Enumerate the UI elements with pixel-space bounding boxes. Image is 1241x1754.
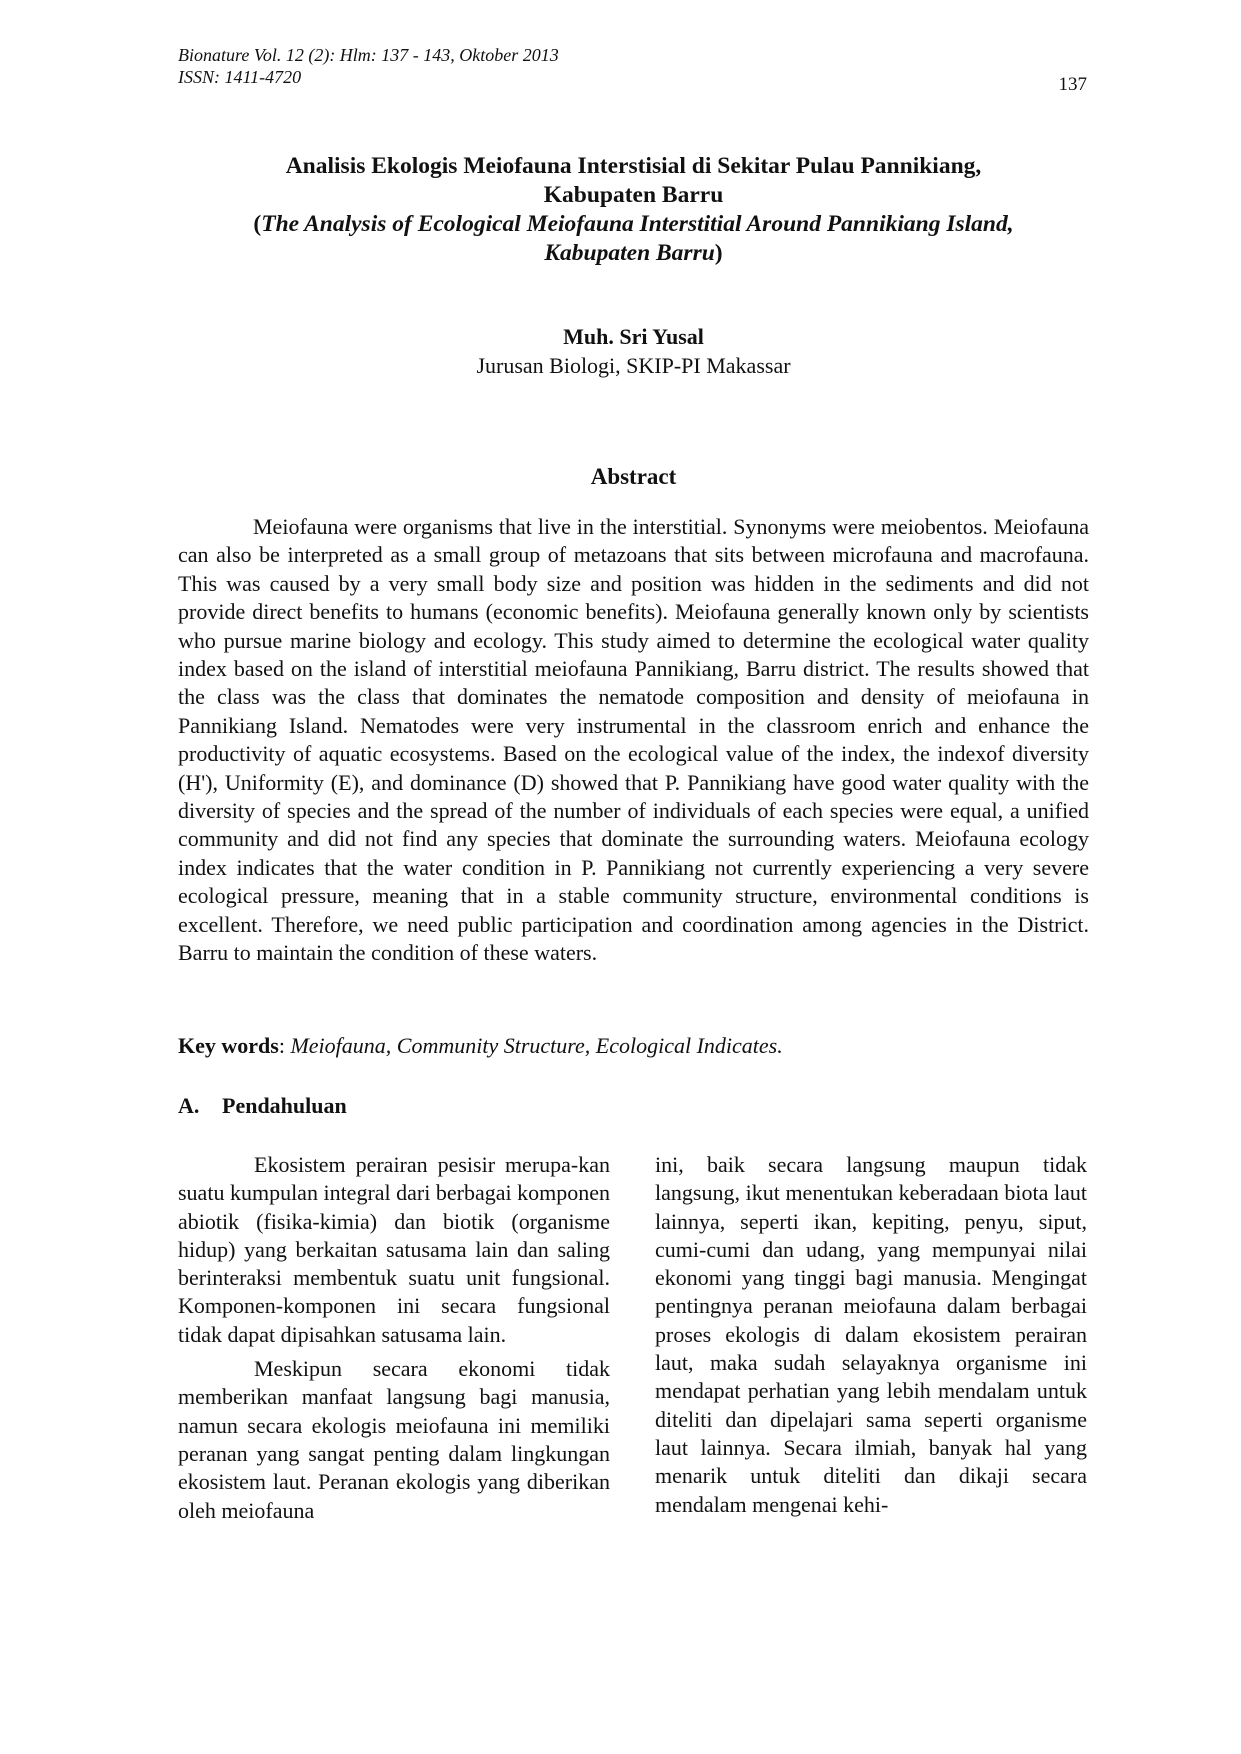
title-id-line1: Analisis Ekologis Meiofauna Interstisial di Sekitar Pulau Pannikiang, (285, 153, 982, 179)
section-heading (178, 1093, 347, 1119)
body-column-right (655, 1151, 1087, 1519)
page-number: 137 (1058, 74, 1087, 95)
keywords-value: Meiofauna, Community Structure, Ecological Indicates. (290, 1033, 783, 1058)
keywords-separator: : (278, 1033, 291, 1058)
title-en-line2: Kabupaten Barru (544, 240, 715, 266)
body-paragraph: ini, baik secara langsung maupun tidak langsung, ikut menentukan keberadaan biota laut lainnya, seperti ikan, kepiting, penyu, siput, cumi-cumi dan udang, yang mempunyai nilai ekonomi yang tinggi bagi manusia. Mengingat pentingnya peranan meiofauna dalam berbagai proses ekologis di dalam ekosistem perairan laut, maka sudah selayaknya organisme ini mendapat perhatian yang lebih mendalam untuk diteliti dan dipelajari sama seperti organisme laut lainnya. Secara ilmiah, banyak hal yang menarik untuk diteliti dan dikaji secara mendalam mengenai kehi- (655, 1152, 1087, 1517)
issn: ISSN: 1411-4720 (178, 67, 302, 87)
paper-title (178, 152, 1089, 268)
author-affiliation: Jurusan Biologi, SKIP-PI Makassar (476, 353, 791, 378)
title-en (178, 210, 1089, 239)
section-title: Pendahuluan (222, 1093, 347, 1118)
body-paragraph: Ekosistem perairan pesisir merupa-kan suatu kumpulan integral dari berbagai komponen abiotik (fisika-kimia) dan biotik (organisme hidup) yang berkaitan satusama lain dan saling berinteraksi membentuk suatu unit fungsional. Komponen-komponen ini secara fungsional tidak dapat dipisahkan satusama lain. (178, 1152, 610, 1347)
journal-citation: Bionature Vol. 12 (2): Hlm: 137 - 143, Oktober 2013 (178, 45, 559, 65)
body-paragraph: Meskipun secara ekonomi tidak memberikan manfaat langsung bagi manusia, namun secara ekologis meiofauna ini memiliki peranan yang sangat penting dalam lingkungan ekosistem laut. Peranan ekologis yang diberikan oleh meiofauna (178, 1356, 610, 1523)
abstract-heading: Abstract (590, 464, 677, 489)
title-en-line1: The Analysis of Ecological Meiofauna Interstitial Around Pannikiang Island, (261, 211, 1014, 237)
title-id-line2: Kabupaten Barru (543, 182, 724, 208)
section-number: A. (178, 1093, 200, 1118)
title-close-paren: ) (714, 240, 723, 266)
keywords-label: Key words (178, 1033, 279, 1058)
title-open-paren: ( (253, 211, 262, 237)
abstract-text: Meiofauna were organisms that live in the interstitial. Synonyms were meiobentos. Meiofauna can also be interpreted as a small group of metazoans that sits between microfauna and macrofauna. This was caused by a very small body size and position was hidden in the sediments and did not provide direct benefits to humans (economic benefits). Meiofauna generally known only by scientists who pursue marine biology and ecology. This study aimed to determine the ecological water quality index based on the island of interstitial meiofauna Pannikiang, Barru district. The results showed that the class was the class that dominates the nematode composition and density of meiofauna in Pannikiang Island. Nematodes were very instrumental in the classroom enrich and enhance the productivity of aquatic ecosystems. Based on the ecological value of the index, the indexof diversity (H'), Uniformity (E), and dominance (D) showed that P. Pannikiang have good water quality with the diversity of species and the spread of the number of individuals of each species were equal, a unified community and did not find any species that dominate the surrounding waters. Meiofauna ecology index indicates that the water condition in P. Pannikiang not currently experiencing a very severe ecological pressure, meaning that in a stable community structure, environmental conditions is excellent. Therefore, we need public participation and coordination among agencies in the District. Barru to maintain the condition of these waters. (178, 514, 1089, 966)
title-en-2 (178, 239, 1089, 268)
keywords (178, 1033, 783, 1059)
author-name: Muh. Sri Yusal (563, 324, 704, 349)
author-block (178, 322, 1089, 380)
body-column-left (178, 1151, 610, 1525)
running-header (178, 44, 559, 88)
